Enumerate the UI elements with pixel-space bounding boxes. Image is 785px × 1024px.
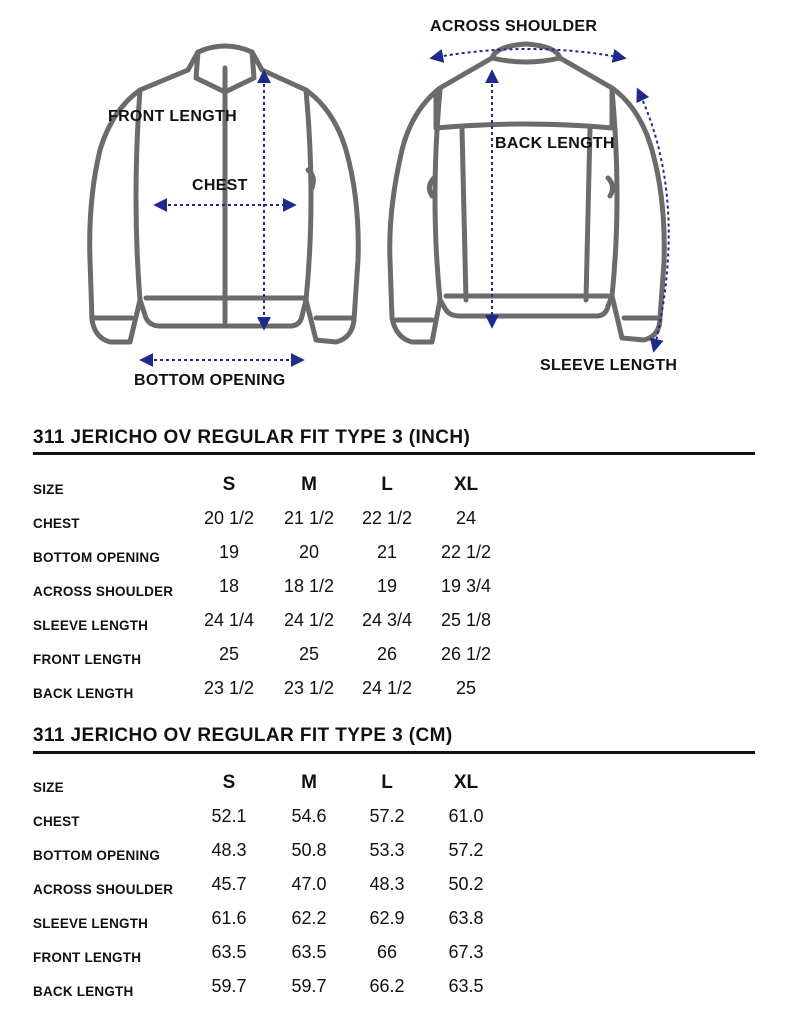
jacket-illustration: [0, 0, 785, 400]
table-cell: 57.2: [369, 806, 405, 826]
table-cell: 25 1/8: [440, 610, 492, 630]
table-cell: 52.1: [211, 806, 247, 826]
row-label: BOTTOM OPENING: [33, 550, 161, 565]
table-cell: 20 1/2: [203, 508, 255, 528]
table-cell: 26 1/2: [440, 644, 492, 664]
table-cell: 57.2: [448, 840, 484, 860]
row-label: CHEST: [33, 814, 80, 829]
table-cell: 63.5: [291, 942, 327, 962]
table-row: [33, 976, 755, 1004]
table-cell: 25: [455, 678, 477, 698]
table-row: [33, 576, 755, 604]
size-header-cell: M: [301, 474, 317, 495]
table-row: [33, 942, 755, 970]
table-cell: 24 1/4: [203, 610, 255, 630]
front-length-label: FRONT LENGTH: [108, 108, 237, 125]
table-cell: 24 3/4: [361, 610, 413, 630]
row-label: SLEEVE LENGTH: [33, 618, 149, 633]
table-cell: 18 1/2: [283, 576, 335, 596]
size-header-label: SIZE: [33, 780, 64, 795]
row-label: BACK LENGTH: [33, 984, 134, 999]
size-header-cell: L: [381, 772, 393, 793]
table-cell: 66: [376, 942, 398, 962]
table-header-row: [33, 474, 755, 502]
across-shoulder-arrow: [432, 49, 624, 58]
table-cell: 54.6: [291, 806, 327, 826]
table-cell: 63.5: [211, 942, 247, 962]
table-cell: 63.5: [448, 976, 484, 996]
table-cell: 19: [218, 542, 240, 562]
size-header-cell: S: [222, 772, 236, 793]
table-header-row: [33, 772, 755, 800]
table-cell: 23 1/2: [203, 678, 255, 698]
table-cell: 50.2: [448, 874, 484, 894]
table-cell: 21 1/2: [283, 508, 335, 528]
inch-table-divider: [33, 452, 755, 455]
cm-table-title: 311 JERICHO OV REGULAR FIT TYPE 3 (CM): [33, 725, 453, 746]
table-cell: 26: [376, 644, 398, 664]
back-jacket-outline: [390, 44, 665, 342]
table-cell: 66.2: [369, 976, 405, 996]
table-row: [33, 678, 755, 706]
table-row: [33, 908, 755, 936]
size-header-cell: XL: [453, 772, 479, 793]
row-label: BOTTOM OPENING: [33, 848, 161, 863]
table-cell: 59.7: [291, 976, 327, 996]
table-cell: 50.8: [291, 840, 327, 860]
size-header-cell: S: [222, 474, 236, 495]
table-cell: 61.6: [211, 908, 247, 928]
table-row: [33, 508, 755, 536]
table-cell: 67.3: [448, 942, 484, 962]
table-cell: 23 1/2: [283, 678, 335, 698]
table-cell: 24 1/2: [283, 610, 335, 630]
table-row: [33, 874, 755, 902]
cm-table-divider: [33, 751, 755, 754]
row-label: FRONT LENGTH: [33, 652, 142, 667]
table-cell: 62.2: [291, 908, 327, 928]
table-cell: 62.9: [369, 908, 405, 928]
table-cell: 25: [298, 644, 320, 664]
table-row: [33, 644, 755, 672]
sleeve-length-label: SLEEVE LENGTH: [540, 357, 678, 374]
row-label: BACK LENGTH: [33, 686, 134, 701]
table-cell: 48.3: [211, 840, 247, 860]
measurement-diagram: [0, 0, 785, 400]
table-cell: 59.7: [211, 976, 247, 996]
table-cell: 24 1/2: [361, 678, 413, 698]
row-label: FRONT LENGTH: [33, 950, 142, 965]
table-cell: 21: [376, 542, 398, 562]
table-cell: 45.7: [211, 874, 247, 894]
row-label: SLEEVE LENGTH: [33, 916, 149, 931]
chest-label: CHEST: [192, 177, 248, 194]
bottom-opening-label: BOTTOM OPENING: [134, 372, 286, 389]
table-cell: 25: [218, 644, 240, 664]
size-header-cell: M: [301, 772, 317, 793]
table-cell: 63.8: [448, 908, 484, 928]
back-length-label: BACK LENGTH: [495, 135, 615, 152]
table-cell: 20: [298, 542, 320, 562]
table-cell: 18: [218, 576, 240, 596]
table-cell: 19 3/4: [440, 576, 492, 596]
table-cell: 61.0: [448, 806, 484, 826]
row-label: CHEST: [33, 516, 80, 531]
table-row: [33, 610, 755, 638]
table-cell: 24: [455, 508, 477, 528]
table-row: [33, 542, 755, 570]
table-row: [33, 840, 755, 868]
table-cell: 47.0: [291, 874, 327, 894]
table-row: [33, 806, 755, 834]
size-header-cell: L: [381, 474, 393, 495]
table-cell: 22 1/2: [361, 508, 413, 528]
inch-table-title: 311 JERICHO OV REGULAR FIT TYPE 3 (INCH): [33, 427, 471, 448]
across-shoulder-label: ACROSS SHOULDER: [430, 18, 598, 35]
size-header-cell: XL: [453, 474, 479, 495]
table-cell: 22 1/2: [440, 542, 492, 562]
row-label: ACROSS SHOULDER: [33, 882, 174, 897]
table-cell: 53.3: [369, 840, 405, 860]
table-cell: 19: [376, 576, 398, 596]
row-label: ACROSS SHOULDER: [33, 584, 174, 599]
size-header-label: SIZE: [33, 482, 64, 497]
table-cell: 48.3: [369, 874, 405, 894]
